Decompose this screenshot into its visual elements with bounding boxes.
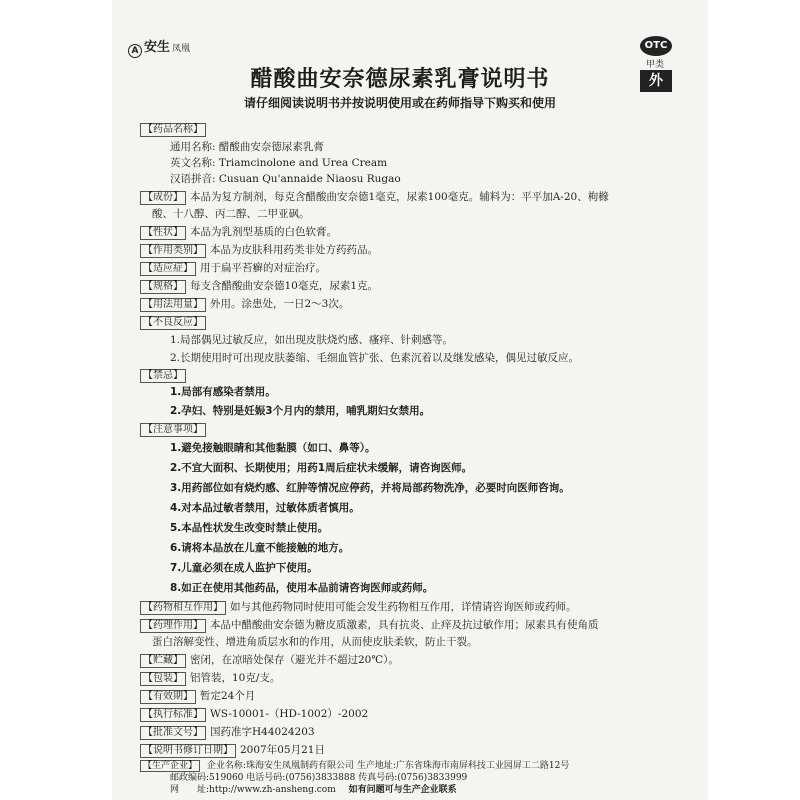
section-label: 【说明书修订日期】 [140,744,236,758]
english-name-row [170,156,387,170]
precaution-item: 8.如正在使用其他药品，使用本品前请咨询医师或药师。 [170,582,434,594]
section-text: 2007年05月21日 [240,744,325,756]
adverse-item: 2.长期使用时可出现皮肤萎缩、毛细血管扩张、色素沉着以及继发感染，偶见过敏反应。 [170,352,580,364]
section-label: 【包装】 [140,672,186,686]
section-pharmacology [140,618,599,633]
section-text: 每支含醋酸曲安奈德10毫克，尿素1克。 [190,280,379,292]
section-adverse [140,315,210,330]
precaution-item: 6.请将本品放在儿童不能接触的地方。 [170,542,350,554]
field-label: 传真号码: [358,773,398,783]
section-text: 本品为复方制剂，每克含醋酸曲安奈德1毫克，尿素100毫克。辅料为：平平加A-20、枸橼 [190,191,609,203]
section-indication [140,261,326,276]
generic-name-row [170,140,324,154]
field-value: (0756)3833888 [285,773,356,783]
field-value: Cusuan Qu'annaide Niaosu Rugao [218,173,401,185]
field-label: 汉语拼音: [170,173,216,185]
section-standard [140,707,368,722]
field-label: 邮政编码: [170,773,210,783]
adverse-item: 1.局部偶见过敏反应，如出现皮肤烧灼感、瘙痒、针刺感等。 [170,334,454,346]
section-composition [140,190,609,205]
contraindication-item: 2.孕妇、特别是妊娠3个月内的禁用，哺乳期妇女禁用。 [170,405,431,417]
section-text: 本品为乳剂型基质的白色软膏。 [190,226,337,238]
section-usage [140,297,349,312]
page-title: 醋酸曲安奈德尿素乳膏说明书 [250,67,550,92]
precaution-item: 1.避免接触眼睛和其他黏膜（如口、鼻等）。 [170,442,376,454]
section-label: 【用法用量】 [140,298,206,312]
section-precautions [140,422,210,437]
field-label: 网 址: [170,785,210,795]
section-label: 【药物相互作用】 [140,601,226,615]
section-label: 【贮藏】 [140,654,186,668]
section-label: 【批准文号】 [140,726,206,740]
section-manufacturer [140,760,569,772]
section-storage [140,653,399,668]
section-label: 【成份】 [140,191,186,205]
field-value: (0756)3833999 [397,773,468,783]
field-label: 通用名称: [170,141,216,153]
section-text: 外用。涂患处，一日2～3次。 [210,298,350,310]
section-label: 【执行标准】 [140,708,206,722]
section-text: 本品为皮肤科用药类非处方药药品。 [210,244,378,256]
section-text: 本品中醋酸曲安奈德为糖皮质激素，具有抗炎、止痒及抗过敏作用；尿素具有使角质 [210,619,599,631]
section-label: 【规格】 [140,280,186,294]
precaution-item: 4.对本品过敏者禁用，过敏体质者慎用。 [170,502,360,514]
section-interaction [140,600,577,615]
section-text: 用于扁平苔癣的对症治疗。 [200,262,326,274]
section-text: 铝管装，10克/支。 [190,672,281,684]
manufacturer-web [170,785,457,795]
footer-note: 如有问题可与生产企业联系 [348,785,457,795]
section-validity [140,689,255,704]
section-text: 暂定24个月 [200,690,256,702]
section-character [140,225,337,240]
section-label: 【有效期】 [140,690,196,704]
composition-line2: 酸、十八醇、丙二醇、二甲亚砜。 [152,208,310,220]
section-text: WS-10001-（HD-1002）-2002 [210,708,369,720]
section-label: 【适应症】 [140,262,196,276]
section-label: 【生产企业】 [140,760,200,772]
otc-badge: OTC [640,36,672,56]
section-drug-name [140,122,210,137]
section-approval [140,725,315,740]
section-label: 【作用类别】 [140,244,206,258]
external-use-badge: 外 [640,70,672,92]
pinyin-name-row [170,172,401,186]
page-subtitle: 请仔细阅读说明书并按说明使用或在药师指导下购买和使用 [243,96,556,110]
section-label: 【禁忌】 [140,369,186,383]
brand-logo: A 安生 凤凰 [128,36,190,58]
section-label: 【注意事项】 [140,423,206,437]
brand-mark-icon: A [128,44,142,58]
section-label: 【药理作用】 [140,619,206,633]
section-category [140,243,378,258]
section-package [140,671,280,686]
section-text: 如与其他药物同时使用可能会发生药物相互作用，详情请咨询医师或药师。 [230,601,577,613]
field-value: 广东省珠海市南屏科技工业园屏工二路12号 [395,761,570,771]
precaution-item: 5.本品性状发生改变时禁止使用。 [170,522,329,534]
website-link: http://www.zh-ansheng.com [209,785,336,795]
manufacturer-contacts [170,773,467,783]
precaution-item: 2.不宜大面积、长期使用；用药1周后症状未缓解，请咨询医师。 [170,462,473,474]
section-text: 密闭，在凉暗处保存（避光并不超过20℃）。 [190,654,399,666]
precaution-item: 3.用药部位如有烧灼感、红肿等情况应停药，并将局部药物洗净，必要时向医师咨询。 [170,482,570,494]
field-value: 519060 [209,773,244,783]
field-label: 生产地址: [356,761,396,771]
section-specification [140,279,378,294]
field-label: 英文名称: [170,157,216,169]
otc-class-label: 甲类 [646,60,665,70]
section-contraindication [140,368,190,383]
field-label: 电话号码: [246,773,286,783]
section-label: 【药品名称】 [140,123,206,137]
pharmacology-line2: 蛋白溶解变性、增进角质层水和的作用，从而使皮肤柔软，防止干裂。 [152,636,478,648]
contraindication-item: 1.局部有感染者禁用。 [170,386,276,398]
section-text: 国药准字H44024203 [210,726,315,738]
field-value: 醋酸曲安奈德尿素乳膏 [218,141,324,153]
precaution-item: 7.儿童必须在成人监护下使用。 [170,562,318,574]
field-value: 珠海安生凤凰制药有限公司 [245,761,354,771]
section-label: 【性状】 [140,226,186,240]
field-label: 企业名称: [206,761,246,771]
field-value: Triamcinolone and Urea Cream [218,157,388,169]
section-revision [140,743,325,758]
section-label: 【不良反应】 [140,316,206,330]
